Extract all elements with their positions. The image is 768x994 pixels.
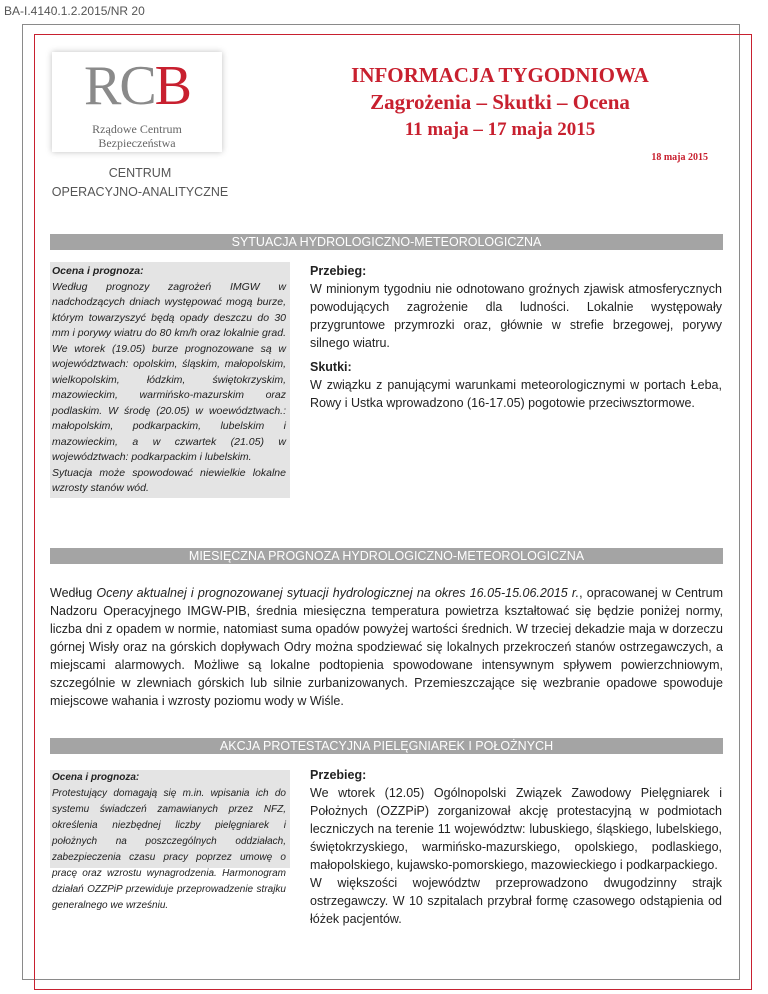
- logo-subtitle-line1: Rządowe Centrum: [92, 122, 182, 136]
- department-line2: OPERACYJNO-ANALITYCZNE: [51, 185, 229, 199]
- logo-subtitle: [52, 122, 222, 150]
- rcb-logo: [52, 52, 222, 152]
- title-line1: INFORMACJA TYGODNIOWA: [351, 63, 649, 87]
- report-date: 18 maja 2015: [651, 152, 708, 163]
- title-line3: 11 maja – 17 maja 2015: [404, 119, 596, 140]
- section-header-hydro: SYTUACJA HYDROLOGICZNO-METEOROLOGICZNA: [50, 234, 723, 250]
- monthly-text-italic: Oceny aktualnej i prognozowanej sytuacji hydrologicznej na okres 16.05-15.06.2015 r.: [96, 586, 580, 600]
- hydro-forecast-text2: Sytuacja może spowodować niewielkie lokalne wzrosty stanów wód.: [52, 466, 286, 494]
- protest-course-text: We wtorek (12.05) Ogólnopolski Związek Zawodowy Pielęgniarek i Położnych (OZZPiP) zorganizował akcję protestacyjną w podmiotach leczniczych na terenie 11 województw: lubuskiego, śląskiego, lubelskiego, świętokrzyskiego, warmińsko-mazurskiego, opolskiego, podlaskiego, małopolskiego, kujawsko-pomorskiego, mazowieckiego i podkarpackiego.: [310, 786, 722, 872]
- department-name: [50, 164, 230, 202]
- logo-subtitle-line2: Bezpieczeństwa: [98, 136, 176, 150]
- logo-letters: [52, 54, 222, 118]
- hydro-forecast-label: Ocena i prognoza:: [52, 265, 144, 277]
- monthly-text-intro: Według: [50, 586, 97, 600]
- section-header-monthly: MIESIĘCZNA PROGNOZA HYDROLOGICZNO-METEOROLOGICZNA: [50, 548, 723, 564]
- protest-course-text2: W większości województw przeprowadzono dwugodzinny strajk ostrzegawczy. W 10 szpitalach przybrał formę czasowego odstąpienia od łóżek pacjentów.: [310, 876, 722, 926]
- protest-course-label: Przebieg:: [310, 768, 367, 782]
- hydro-forecast-box: [50, 262, 290, 498]
- hydro-effects-label: Skutki:: [310, 360, 352, 374]
- hydro-forecast-text: Według prognozy zagrożeń IMGW w nadchodzących dniach występować mogą burze, którym towarzyszyć będą opady deszczu do 30 mm i porywy wiatru do 80 km/h oraz lokalnie grad. We wtorek (19.05) burze prognozowane są w województwach: opolskim, śląskim, małopolskim, wielkopolskim, łódzkim, świętokrzyskim, mazowieckim, warmińsko-mazurskim oraz podlaskim. W środę (20.05) w woewództwach.: małopolskim, podkarpackim, lubelskim i mazowieckim, a w czwartek (21.05) w województwach: podkarpackim i lubelskim.: [52, 280, 286, 463]
- section-header-protest: AKCJA PROTESTACYJNA PIELĘGNIAREK I POŁOŻNYCH: [50, 738, 723, 754]
- logo-letters-red: B: [154, 55, 191, 117]
- department-line1: CENTRUM: [108, 166, 172, 180]
- hydro-course-label: Przebieg:: [310, 264, 367, 278]
- hydro-effects-text: W związku z panującymi warunkami meteorologicznymi w portach Łeba, Rowy i Ustka wprowadzono (16-17.05) pogotowie przeciwsztormowe.: [310, 378, 722, 410]
- report-title: [290, 62, 710, 143]
- hydro-course: [310, 262, 722, 352]
- hydro-course-text: W minionym tygodniu nie odnotowano groźnych zjawisk atmosferycznych powodujących zagrożenie dla ludności. Lokalnie występowały przygruntowe przymrozki oraz, głównie w strefie brzegowej, porywy silnego wiatru.: [310, 282, 722, 350]
- logo-letters-gray: RC: [83, 55, 155, 117]
- monthly-forecast-text: [50, 584, 723, 710]
- document-reference: BA-I.4140.1.2.2015/NR 20: [4, 4, 145, 18]
- hydro-effects: [310, 358, 722, 412]
- title-line2: Zagrożenia – Skutki – Ocena: [370, 90, 630, 114]
- monthly-text-body: , opracowanej w Centrum Nadzoru Operacyjnego IMGW-PIB, średnia miesięczna temperatura powietrza kształtować się będzie poniżej normy, liczba dni z opadem w normie, natomiast suma opadów powyżej wartości średnich. W trzeciej dekadzie maja w dorzeczu górnej Wisły oraz na górskich dopływach Odry można spodziewać się lokalnych przekroczeń stanów ostrzegawczych, a miejscami alarmowych. Możliwe są lokalne podtopienia spowodowane intensywnym spływem powierzchniowym, szczególnie w zlewniach górskich lub silnie zurbanizowanych. Przemieszczające się wezbranie opadowe spowoduje miejscowe wahania i wzrosty poziomu wody w Wiśle.: [50, 586, 723, 708]
- protest-forecast-label: Ocena i prognoza:: [52, 772, 140, 783]
- protest-course: [310, 766, 722, 928]
- protest-forecast-text: Protestujący domagają się m.in. wpisania ich do systemu świadczeń zamawianych przez NFZ, określenia niezbędnej liczby pielęgniarek i położnych na poszczególnych oddziałach, zabezpieczenia czasu pracy poprzez umowę o pracę oraz wzrostu wynagrodzenia. Harmonogram działań OZZPiP przewiduje przeprowadzenie strajku generalnego we wrześniu.: [52, 788, 286, 911]
- protest-forecast-box: [50, 770, 290, 911]
